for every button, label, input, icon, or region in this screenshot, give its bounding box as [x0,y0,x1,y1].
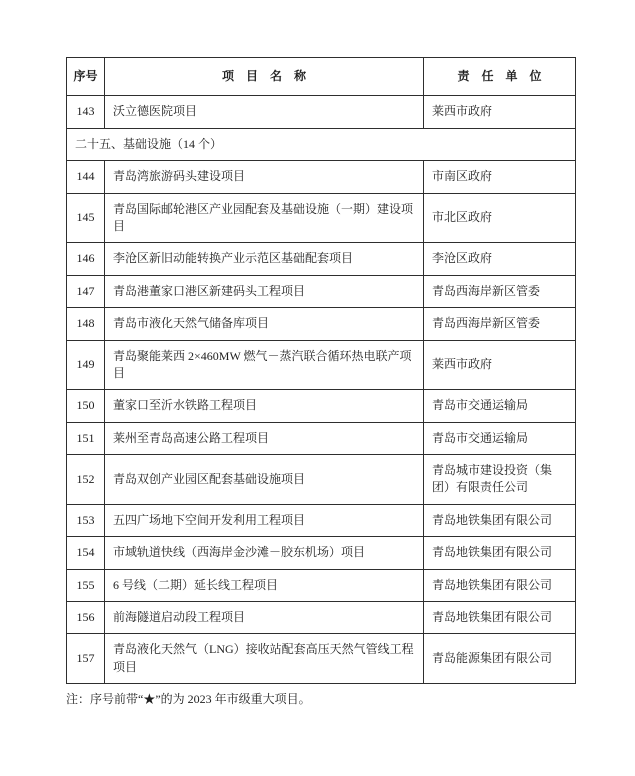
cell-unit: 市北区政府 [424,193,576,243]
cell-number: 144 [67,161,105,193]
cell-number: 143 [67,96,105,128]
cell-project-name: 青岛港董家口港区新建码头工程项目 [105,275,424,307]
cell-project-name: 市域轨道快线（西海岸金沙滩－胶东机场）项目 [105,537,424,569]
table-row [67,422,576,454]
table-row [67,308,576,340]
table-row [67,455,576,505]
cell-project-name: 青岛液化天然气（LNG）接收站配套高压天然气管线工程项目 [105,634,424,684]
table-row [67,161,576,193]
cell-unit: 莱西市政府 [424,96,576,128]
cell-unit: 莱西市政府 [424,340,576,390]
cell-project-name: 青岛湾旅游码头建设项目 [105,161,424,193]
cell-unit: 青岛地铁集团有限公司 [424,537,576,569]
cell-project-name: 五四广场地下空间开发利用工程项目 [105,504,424,536]
cell-unit: 青岛城市建设投资（集团）有限责任公司 [424,455,576,505]
cell-project-name: 6 号线（二期）延长线工程项目 [105,569,424,601]
cell-number: 152 [67,455,105,505]
header-project-name: 项 目 名 称 [105,58,424,96]
cell-unit: 青岛地铁集团有限公司 [424,602,576,634]
table-row [67,96,576,128]
cell-unit: 青岛地铁集团有限公司 [424,504,576,536]
cell-number: 154 [67,537,105,569]
cell-unit: 青岛能源集团有限公司 [424,634,576,684]
table-row [67,340,576,390]
table-row [67,275,576,307]
cell-unit: 市南区政府 [424,161,576,193]
cell-number: 153 [67,504,105,536]
cell-project-name: 青岛国际邮轮港区产业园配套及基础设施（一期）建设项目 [105,193,424,243]
cell-unit: 青岛西海岸新区管委 [424,275,576,307]
cell-number: 146 [67,243,105,275]
table-row [67,634,576,684]
table-row [67,193,576,243]
cell-number: 155 [67,569,105,601]
cell-project-name: 莱州至青岛高速公路工程项目 [105,422,424,454]
table-row [67,569,576,601]
cell-number: 148 [67,308,105,340]
cell-unit: 青岛地铁集团有限公司 [424,569,576,601]
table-row [67,390,576,422]
cell-number: 145 [67,193,105,243]
cell-project-name: 董家口至沂水铁路工程项目 [105,390,424,422]
projects-table-body [67,96,576,684]
cell-project-name: 青岛双创产业园区配套基础设施项目 [105,455,424,505]
cell-project-name: 李沧区新旧动能转换产业示范区基础配套项目 [105,243,424,275]
cell-unit: 青岛西海岸新区管委 [424,308,576,340]
header-number: 序号 [67,58,105,96]
cell-number: 157 [67,634,105,684]
table-row [67,243,576,275]
table-header [67,58,576,96]
section-row [67,128,576,160]
cell-number: 156 [67,602,105,634]
cell-unit: 李沧区政府 [424,243,576,275]
section-label: 二十五、基础设施（14 个） [67,128,576,160]
table-row [67,602,576,634]
projects-table [66,57,576,684]
header-row [67,58,576,96]
cell-unit: 青岛市交通运输局 [424,422,576,454]
cell-project-name: 前海隧道启动段工程项目 [105,602,424,634]
cell-project-name: 青岛市液化天然气储备库项目 [105,308,424,340]
cell-project-name: 青岛聚能莱西 2×460MW 燃气－蒸汽联合循环热电联产项目 [105,340,424,390]
cell-number: 150 [67,390,105,422]
table-row [67,504,576,536]
cell-number: 151 [67,422,105,454]
footnote: 注：序号前带“★”的为 2023 年市级重大项目。 [66,692,311,707]
document-page [66,57,575,708]
cell-number: 147 [67,275,105,307]
cell-number: 149 [67,340,105,390]
cell-project-name: 沃立德医院项目 [105,96,424,128]
header-unit: 责 任 单 位 [424,58,576,96]
table-row [67,537,576,569]
cell-unit: 青岛市交通运输局 [424,390,576,422]
